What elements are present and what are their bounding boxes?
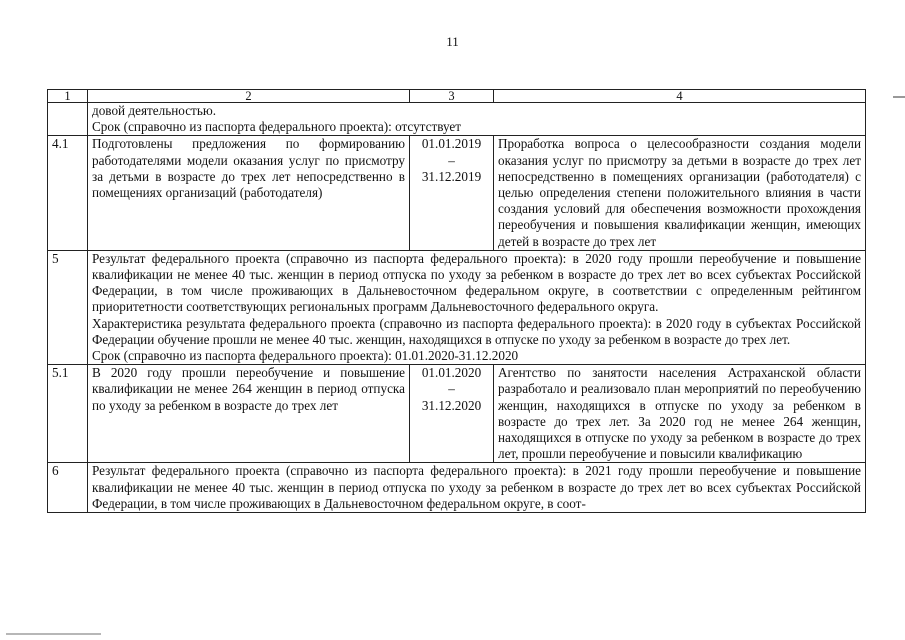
header-col-2: 2 [88, 90, 410, 103]
scan-edge-mark [893, 96, 905, 98]
date-end: 31.12.2020 [421, 397, 482, 413]
date-start: 01.01.2019 [421, 136, 482, 152]
scan-bottom-mark [6, 633, 101, 638]
date-dash: – [448, 152, 455, 168]
row-number: 5 [48, 250, 88, 364]
federal-result-cell [88, 463, 866, 513]
federal-result-text: Результат федерального проекта (справочно из паспорта федерального проекта): в 2020 году прошли переобучение и повышение квалификации не менее 40 тыс. женщин в период отпуска по уходу за ребенком в возрасте до трех лет во всех субъектах Российской Федерации, в том числе проживающих в Дальневосточном федеральном округе, в соответствии с определенным рейтингом приоритетности соответствующих региональных программ Дальневосточного федерального округа. [92, 250, 861, 315]
federal-result-text: Результат федерального проекта (справочно из паспорта федерального проекта): в 2021 году прошли переобучение и повышение квалификации не менее 40 тыс. женщин в период отпуска по уходу за ребенком в возрасте до трех лет во всех субъектах Российской Федерации, в том числе проживающих в Дальневосточном федеральном округе, в соот- [92, 463, 861, 511]
row-number: 5.1 [48, 365, 88, 463]
event-result: Агентство по занятости населения Астраханской области разработало и реализовало план мероприятий по переобучению женщин, находящихся в отпуске по уходу за ребенком в возрасте до трех лет. За 2020 год не менее 264 женщин, находящихся в отпуске по уходу за ребенком в возрасте до трех лет, прошли переобучение и повысили квалификацию [494, 365, 866, 463]
federal-result-cell [88, 250, 866, 364]
header-col-3: 3 [410, 90, 494, 103]
row-number: 6 [48, 463, 88, 513]
plan-table [47, 89, 866, 513]
event-dates [410, 136, 494, 250]
event-dates [410, 365, 494, 463]
table-row-4-1 [48, 136, 866, 250]
table-row-5-1 [48, 365, 866, 463]
header-col-4: 4 [494, 90, 866, 103]
table-row-6 [48, 463, 866, 513]
continuation-line: довой деятельностью. [92, 103, 216, 118]
event-result: Проработка вопроса о целесообразности создания модели оказания услуг по присмотру за детьми в возрасте до трех лет непосредственно в помещениях организации (работодателя) с целью определения степени положительного влияния в части создания условий для обеспечения возможности прохождения переобучения и повышения квалификации женщин, имеющих детей в возрасте до трех лет [494, 136, 866, 250]
date-start: 01.01.2020 [421, 365, 482, 381]
table-row-5 [48, 250, 866, 364]
event-description: Подготовлены предложения по формированию работодателями модели оказания услуг по присмотру за детьми в возрасте до трех лет непосредственно в помещениях организаций (работодателя) [88, 136, 410, 250]
date-end: 31.12.2019 [421, 168, 482, 184]
table-row-continuation [48, 103, 866, 136]
event-description: В 2020 году прошли переобучение и повышение квалификации не менее 264 женщин в период отпуска по уходу за ребенком в возрасте до трех лет [88, 365, 410, 463]
date-dash: – [448, 381, 455, 397]
row-number-cell [48, 103, 88, 136]
continuation-term-line: Срок (справочно из паспорта федерального проекта): отсутствует [92, 119, 462, 135]
row-number: 4.1 [48, 136, 88, 250]
continuation-text-cell [88, 103, 866, 136]
page-number: 11 [446, 34, 459, 49]
header-col-1: 1 [48, 90, 88, 103]
table-header-row [48, 90, 866, 103]
federal-result-characteristic: Характеристика результата федерального проекта (справочно из паспорта федерального проекта): в 2020 году в субъектах Российской Федерации обучение прошли не менее 40 тыс. женщин, находящихся в отпуске по уходу за ребенком в возрасте до трех лет. [92, 315, 861, 347]
federal-result-term: Срок (справочно из паспорта федерального проекта): 01.01.2020-31.12.2020 [92, 348, 519, 364]
